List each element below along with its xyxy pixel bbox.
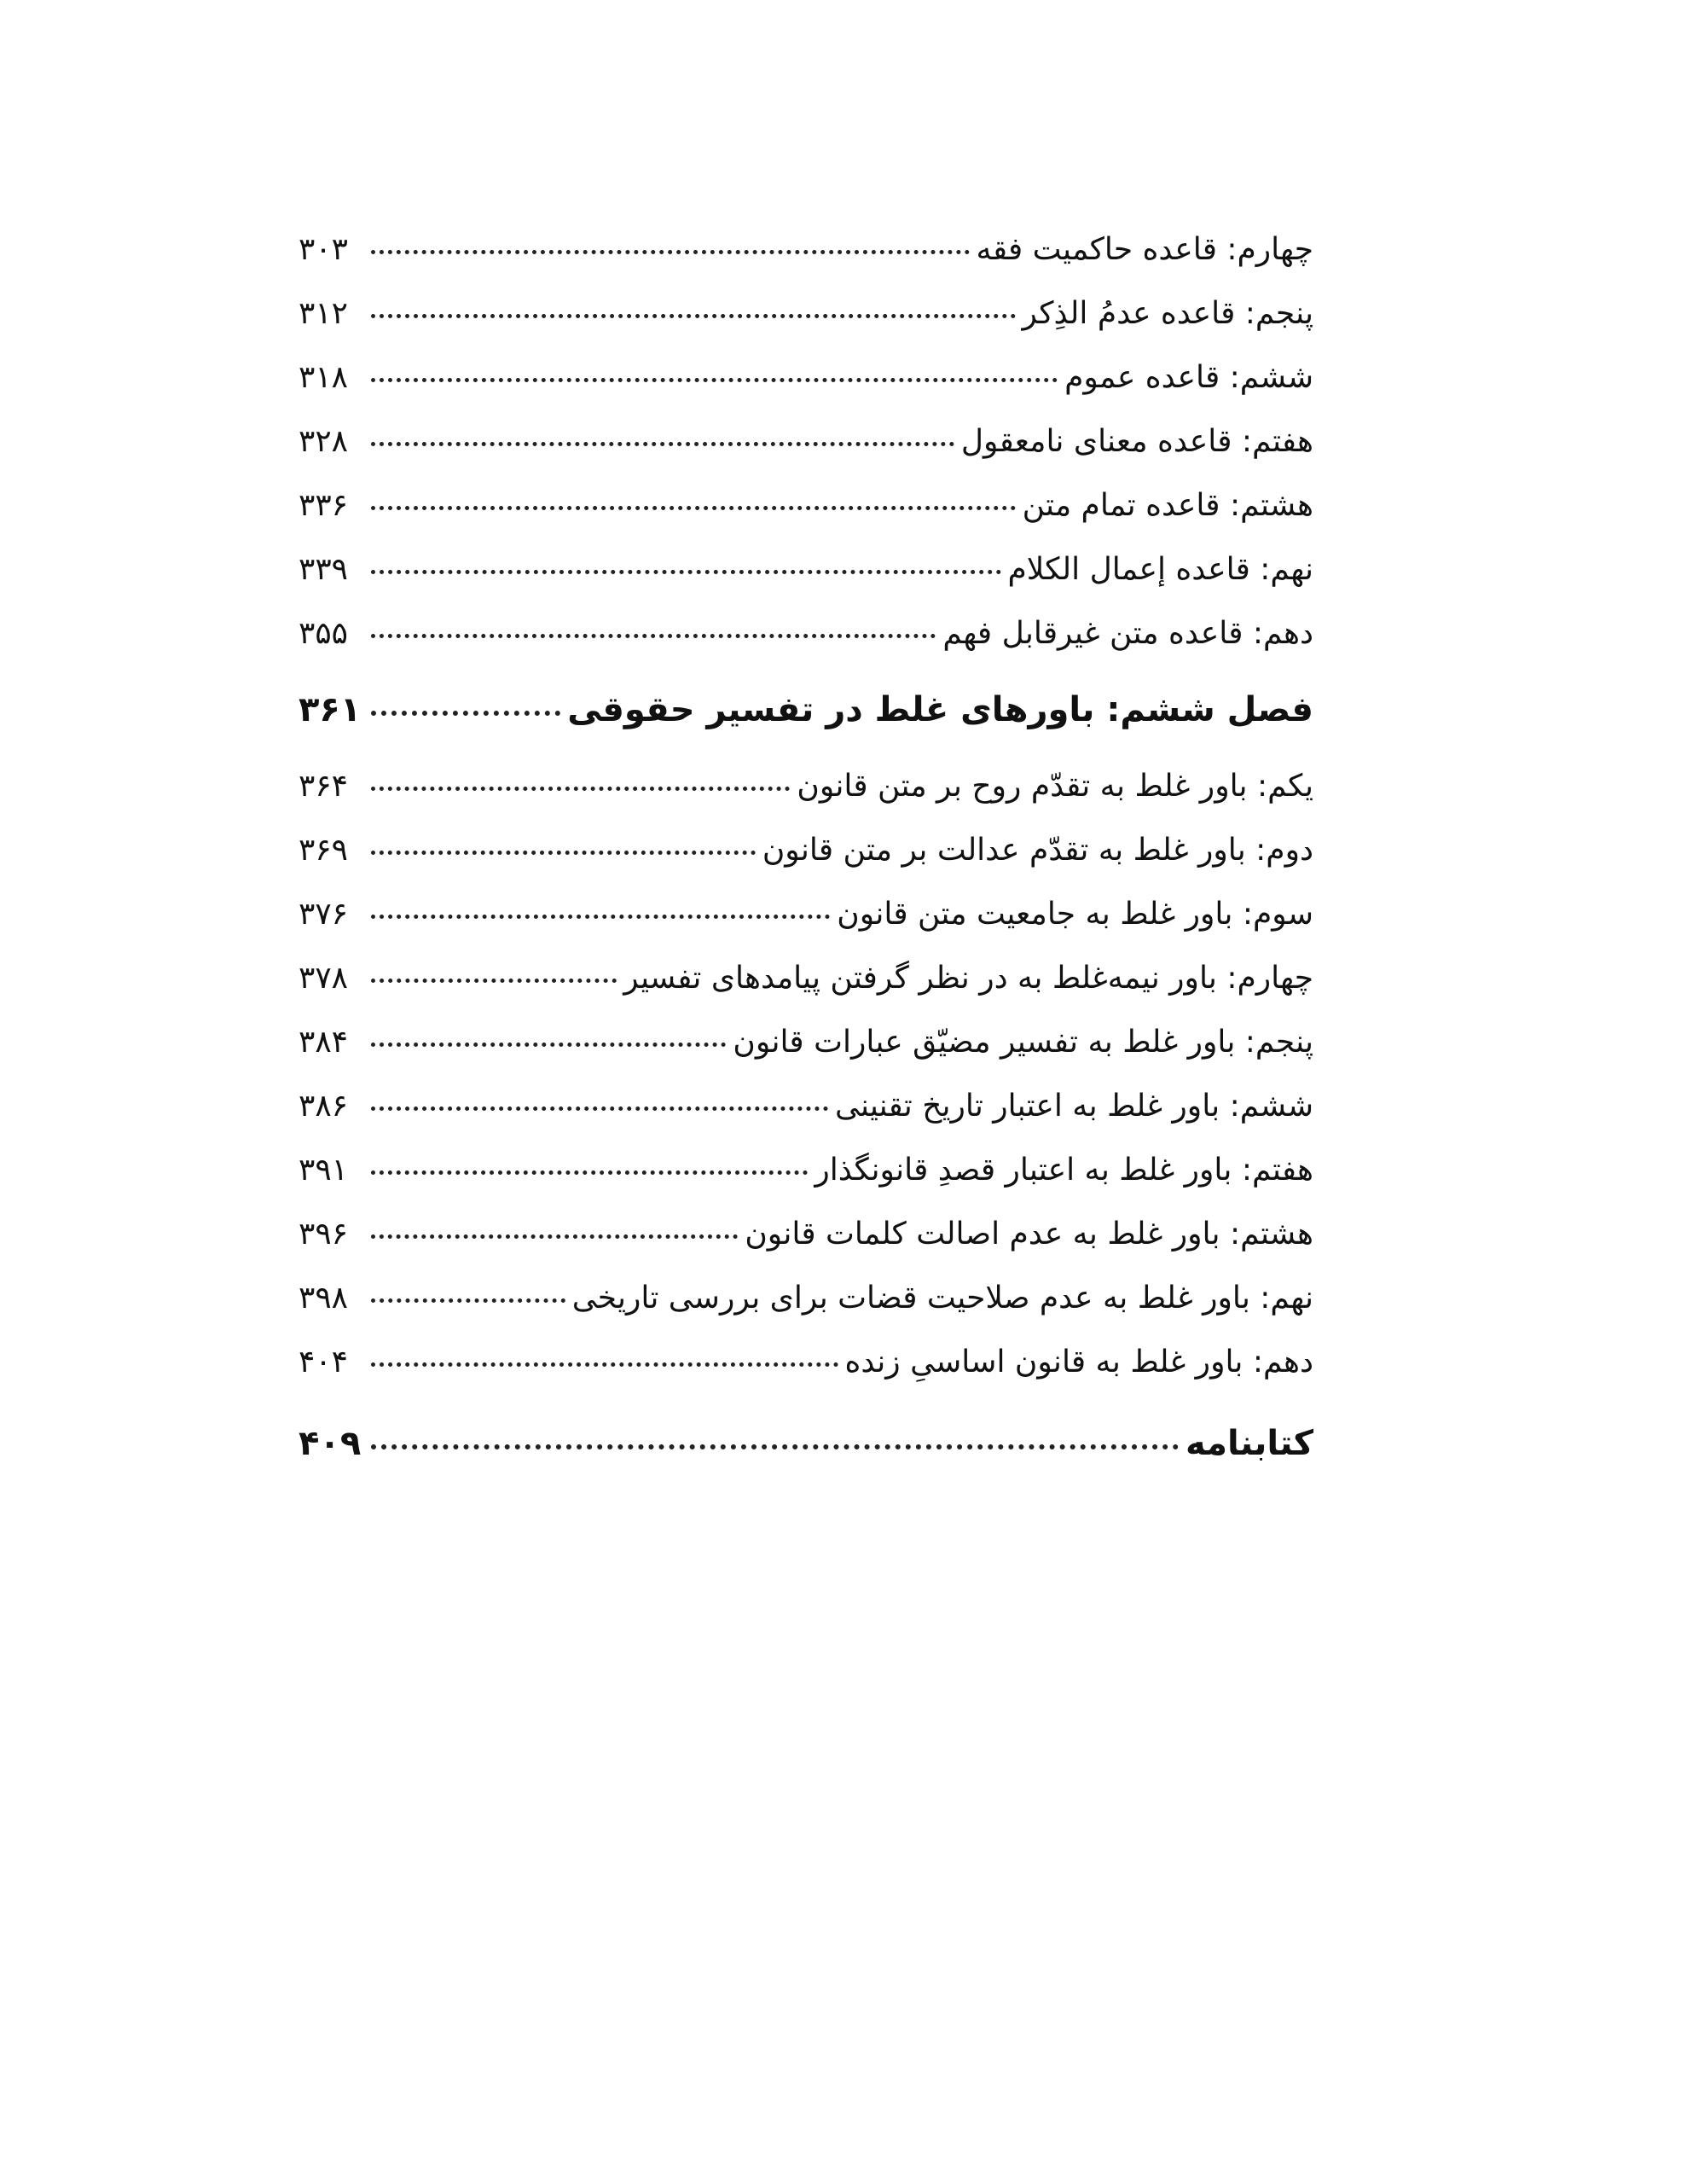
toc-entry-title: دوم: باور غلط به تقدّم عدالت بر متن قانون [762,833,1313,868]
toc-entry[interactable] [299,218,1313,282]
dot-leader [371,1362,838,1367]
toc-entry-page: ۴۰۴ [299,1345,349,1380]
toc-entry-page: ۳۸۴ [299,1025,349,1060]
toc-entry[interactable] [299,1202,1313,1266]
toc-entry[interactable] [299,946,1313,1010]
toc-entry-page: ۳۵۵ [299,616,349,651]
toc-entry[interactable] [299,1266,1313,1330]
dot-leader [371,442,954,446]
toc-entry-page: ۳۶۴ [299,769,349,804]
dot-leader [371,851,756,855]
toc-entry[interactable] [299,754,1313,818]
toc-entry[interactable] [299,473,1313,537]
toc-entry-title: ششم: باور غلط به اعتبار تاریخ تقنینی [834,1089,1313,1124]
table-of-contents [299,218,1313,1478]
dot-leader [371,787,790,791]
toc-entry-title: یکم: باور غلط به تقدّم روح بر متن قانون [797,769,1313,804]
spacer [299,744,1313,754]
toc-entry-page: ۳۷۶ [299,897,349,932]
toc-entry[interactable] [299,1138,1313,1202]
toc-entry-page: ۳۲۸ [299,424,349,459]
toc-entry[interactable] [299,410,1313,473]
toc-entry-title: دهم: باور غلط به قانون اساسیِ زنده [844,1345,1313,1380]
toc-entry[interactable] [299,601,1313,665]
toc-entry-title: ششم: قاعده عموم [1064,360,1313,395]
toc-entry[interactable] [299,282,1313,346]
toc-entry-title: هفتم: قاعده معنای نامعقول [960,424,1313,459]
toc-entry-title: پنجم: قاعده عدمُ الذِکر [1022,296,1313,331]
dot-leader [371,1170,808,1175]
toc-entry-title: پنجم: باور غلط به تفسیر مضیّق عبارات قانون [733,1025,1313,1060]
toc-chapter-heading[interactable] [299,676,1313,744]
bibliography-title: کتابنامه [1186,1424,1313,1463]
dot-leader [371,915,830,919]
dot-leader [371,314,1016,318]
toc-entry-page: ۳۳۹ [299,552,349,587]
toc-entry-page: ۳۹۱ [299,1153,349,1188]
toc-entry[interactable] [299,346,1313,410]
toc-entry[interactable] [299,882,1313,946]
dot-leader [371,506,1016,510]
dot-leader [371,1043,726,1047]
toc-entry-page: ۳۱۸ [299,360,349,395]
dot-leader [371,1444,1179,1449]
toc-entry-page: ۳۳۶ [299,488,349,523]
dot-leader [371,711,560,716]
bibliography-page: ۴۰۹ [299,1424,362,1463]
toc-entry-page: ۳۹۸ [299,1281,349,1316]
toc-entry-page: ۳۷۸ [299,961,349,996]
toc-entry-page: ۳۱۲ [299,296,349,331]
dot-leader [371,250,970,254]
toc-entry-title: هشتم: باور غلط به عدم اصالت کلمات قانون [745,1217,1313,1252]
toc-entry-title: نهم: باور غلط به عدم صلاحیت قضات برای بررسی تاریخی [571,1281,1313,1316]
toc-entry-page: ۳۶۹ [299,833,349,868]
toc-entry[interactable] [299,1010,1313,1074]
dot-leader [371,570,1001,574]
toc-entry-title: چهارم: قاعده حاکمیت فقه [976,232,1313,267]
spacer [299,1394,1313,1409]
dot-leader [371,634,936,638]
dot-leader [371,979,617,983]
toc-entry[interactable] [299,1074,1313,1138]
toc-entry-page: ۳۹۶ [299,1217,349,1252]
toc-entry-page: ۳۸۶ [299,1089,349,1124]
dot-leader [371,378,1058,382]
toc-entry-title: هشتم: قاعده تمام متن [1022,488,1313,523]
toc-bibliography-heading[interactable] [299,1409,1313,1478]
chapter-title: فصل ششم: باورهای غلط در تفسیر حقوقی [567,690,1313,729]
toc-entry[interactable] [299,1330,1313,1394]
toc-entry-title: دهم: قاعده متن غیرقابل فهم [942,616,1313,651]
toc-entry[interactable] [299,537,1313,601]
chapter-page: ۳۶۱ [299,690,362,729]
toc-entry-title: سوم: باور غلط به جامعیت متن قانون [837,897,1313,932]
toc-entry-title: نهم: قاعده إعمال الکلام [1007,552,1313,587]
toc-entry[interactable] [299,818,1313,882]
spacer [299,665,1313,676]
toc-entry-title: هفتم: باور غلط به اعتبار قصدِ قانونگذار [815,1153,1313,1188]
dot-leader [371,1298,565,1303]
dot-leader [371,1107,828,1111]
dot-leader [371,1234,738,1239]
toc-entry-page: ۳۰۳ [299,232,349,267]
toc-entry-title: چهارم: باور نیمه‌غلط به در نظر گرفتن پیامدهای تفسیر [623,961,1313,996]
